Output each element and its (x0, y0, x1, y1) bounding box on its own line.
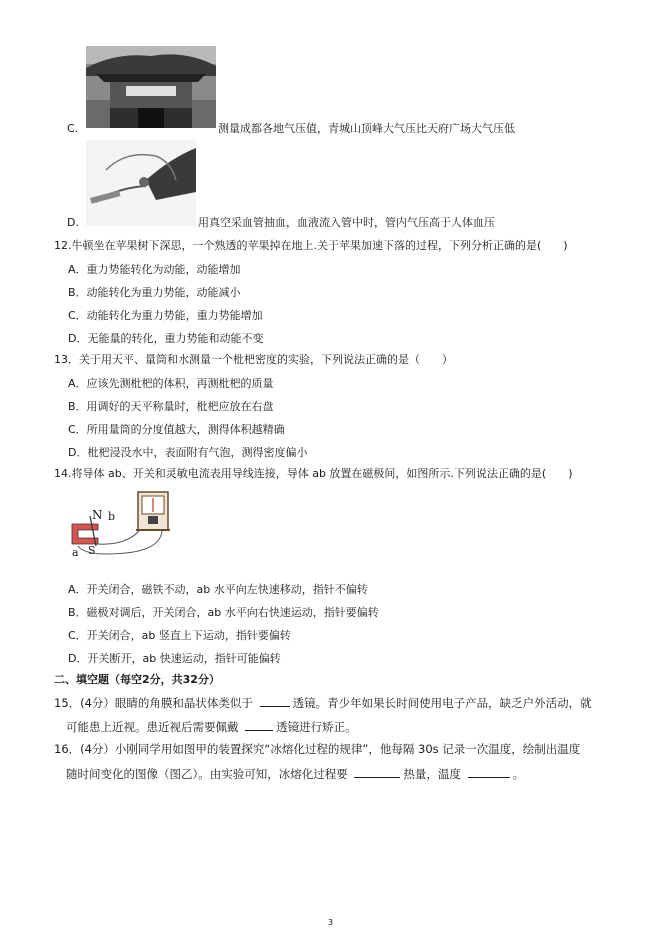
label-n: N (92, 508, 103, 522)
q14-option-c: C．开关闭合，ab 竖直上下运动，指针要偏转 (68, 629, 291, 642)
option-d-text: 用真空采血管抽血，血液流入管中时，管内气压高于人体血压 (198, 216, 495, 229)
q15-blank-2 (245, 719, 273, 731)
q14-stem: 14.将导体 ab、开关和灵敏电流表用导线连接，导体 ab 放置在磁极间，如图所示.下列说法正确的是( ) (54, 467, 573, 480)
q16-blank-1 (354, 766, 400, 778)
q16-line2: 随时间变化的图像（图乙）。由实验可知，冰熔化过程要 热量，温度 。 (66, 767, 525, 781)
blood-draw-photo (86, 140, 196, 226)
q12-option-d: D．无能量的转化，重力势能和动能不变 (68, 332, 264, 345)
q14-option-d: D．开关断开，ab 快速运动，指针可能偏转 (68, 652, 281, 665)
q15-line2: 可能患上近视。患近视后需要佩戴 透镜进行矫正。 (66, 720, 357, 734)
q13-option-b: B．用调好的天平称量时，枇杷应放在右盘 (68, 400, 274, 413)
induction-figure (66, 486, 176, 566)
q14-option-a: A．开关闭合，磁铁不动，ab 水平向左快速移动，指针不偏转 (68, 583, 368, 596)
label-s: S (88, 544, 96, 557)
q15-line1: 15．(4分）眼睛的角膜和晶状体类似于 透镜。青少年如果长时间使用电子产品，缺乏户外活动，就 (54, 696, 592, 710)
q13-option-d: D．枇杷浸没水中，表面附有气泡，测得密度偏小 (68, 446, 308, 459)
option-d-label: D. (67, 216, 79, 229)
q13-stem: 13．关于用天平、量筒和水测量一个枇杷密度的实验，下列说法正确的是（ ） (54, 353, 453, 366)
q15-blank-1 (260, 695, 290, 707)
q12-option-a: A．重力势能转化为动能，动能增加 (68, 263, 241, 276)
option-c-label: C. (67, 122, 79, 135)
section-title: 二、填空题（每空2分，共32分） (54, 673, 220, 686)
q16-line1: 16．(4分）小刚同学用如图甲的装置探究“冰熔化过程的规律”，他每隔 30s 记录一次温度，绘制出温度 (54, 742, 581, 756)
q13-option-a: A．应该先测枇杷的体积，再测枇杷的质量 (68, 377, 274, 390)
temple-gate-photo (86, 46, 216, 128)
label-a: a (72, 546, 79, 559)
q13-option-c: C．所用量筒的分度值越大，测得体积越精确 (68, 423, 285, 436)
label-b: b (108, 510, 116, 523)
page-number: 3 (327, 918, 334, 927)
q16-blank-2 (468, 766, 510, 778)
q14-option-b: B．磁极对调后，开关闭合，ab 水平向右快速运动，指针要偏转 (68, 606, 379, 619)
q12-option-b: B．动能转化为重力势能，动能减小 (68, 286, 241, 299)
q12-stem: 12.牛顿坐在苹果树下深思，一个熟透的苹果掉在地上.关于苹果加速下落的过程，下列分析正确的是( ) (54, 239, 568, 252)
q12-option-c: C．动能转化为重力势能，重力势能增加 (68, 309, 263, 322)
option-c-text: 测量成都各地气压值，青城山顶峰大气压比天府广场大气压低 (218, 122, 515, 135)
